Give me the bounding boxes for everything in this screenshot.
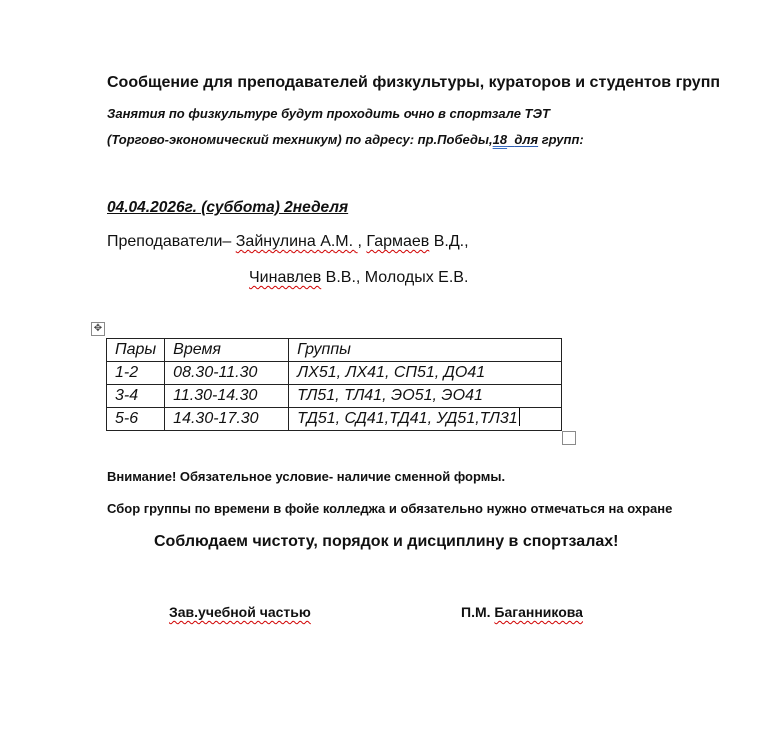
attention-note: Внимание! Обязательное условие- наличие сменной формы.	[107, 469, 506, 484]
intro-line-2	[107, 132, 584, 147]
teacher-sep: ,	[357, 233, 367, 250]
cell-groups: ТЛ51, ТЛ41, ЭО51, ЭО41	[289, 385, 562, 408]
slogan: Соблюдаем чистоту, порядок и дисциплину в спортзалах!	[154, 533, 619, 550]
table-move-handle-icon[interactable]: ✥	[91, 322, 105, 336]
cell-time: 14.30-17.30	[165, 408, 289, 431]
gathering-note: Сбор группы по времени в фойе колледжа и обязательно нужно отмечаться на охране	[107, 501, 673, 516]
cell-groups[interactable]	[289, 408, 562, 431]
header-groups: Группы	[289, 339, 562, 362]
signature-name	[461, 604, 583, 620]
schedule-date: 04.04.2026г. (суббота) 2неделя	[107, 199, 349, 216]
signature-surname: Баганникова	[494, 604, 583, 620]
table-row	[107, 408, 562, 431]
schedule-table	[106, 338, 562, 431]
cell-groups: ЛХ51, ЛХ41, СП51, ДО41	[289, 362, 562, 385]
teacher-2-initials: В.Д.,	[429, 233, 469, 250]
cell-groups-text: ТД51, СД41,ТД41, УД51,ТЛ31	[297, 410, 518, 427]
cell-pairs: 3-4	[107, 385, 165, 408]
teacher-2-surname: Гармаев	[366, 233, 430, 250]
notice-heading: Сообщение для преподавателей физкультуры, кураторов и студентов групп	[107, 74, 721, 91]
header-pairs: Пары	[107, 339, 165, 362]
cell-time: 08.30-11.30	[165, 362, 289, 385]
signature-position-text: Зав.учебной частью	[169, 604, 311, 620]
teachers-line-1	[107, 233, 469, 251]
signature-position	[169, 604, 311, 620]
text-cursor	[519, 408, 520, 426]
table-resize-handle-icon[interactable]	[562, 431, 576, 445]
teacher-3-surname: Чинавлев	[249, 269, 322, 286]
teachers-line-2	[249, 269, 468, 287]
intro-address: (Торгово-экономический техникум) по адресу: пр.Победы,	[107, 132, 493, 147]
intro-building-number: 18	[492, 132, 508, 147]
table-header-row	[107, 339, 562, 362]
teachers-rest: В.В., Молодых Е.В.	[321, 269, 469, 286]
teacher-1: Зайнулина А.М.	[235, 233, 358, 250]
cell-time: 11.30-14.30	[165, 385, 289, 408]
intro-for-word: для	[514, 132, 539, 147]
cell-pairs: 1-2	[107, 362, 165, 385]
cell-pairs: 5-6	[107, 408, 165, 431]
header-time: Время	[165, 339, 289, 362]
intro-line-1: Занятия по физкультуре будут проходить очно в спортзале ТЭТ	[107, 106, 550, 121]
teachers-label: Преподаватели–	[107, 233, 236, 250]
table-row	[107, 385, 562, 408]
intro-groups-word: групп:	[538, 132, 584, 147]
table-row	[107, 362, 562, 385]
signature-initials: П.М.	[461, 604, 495, 620]
